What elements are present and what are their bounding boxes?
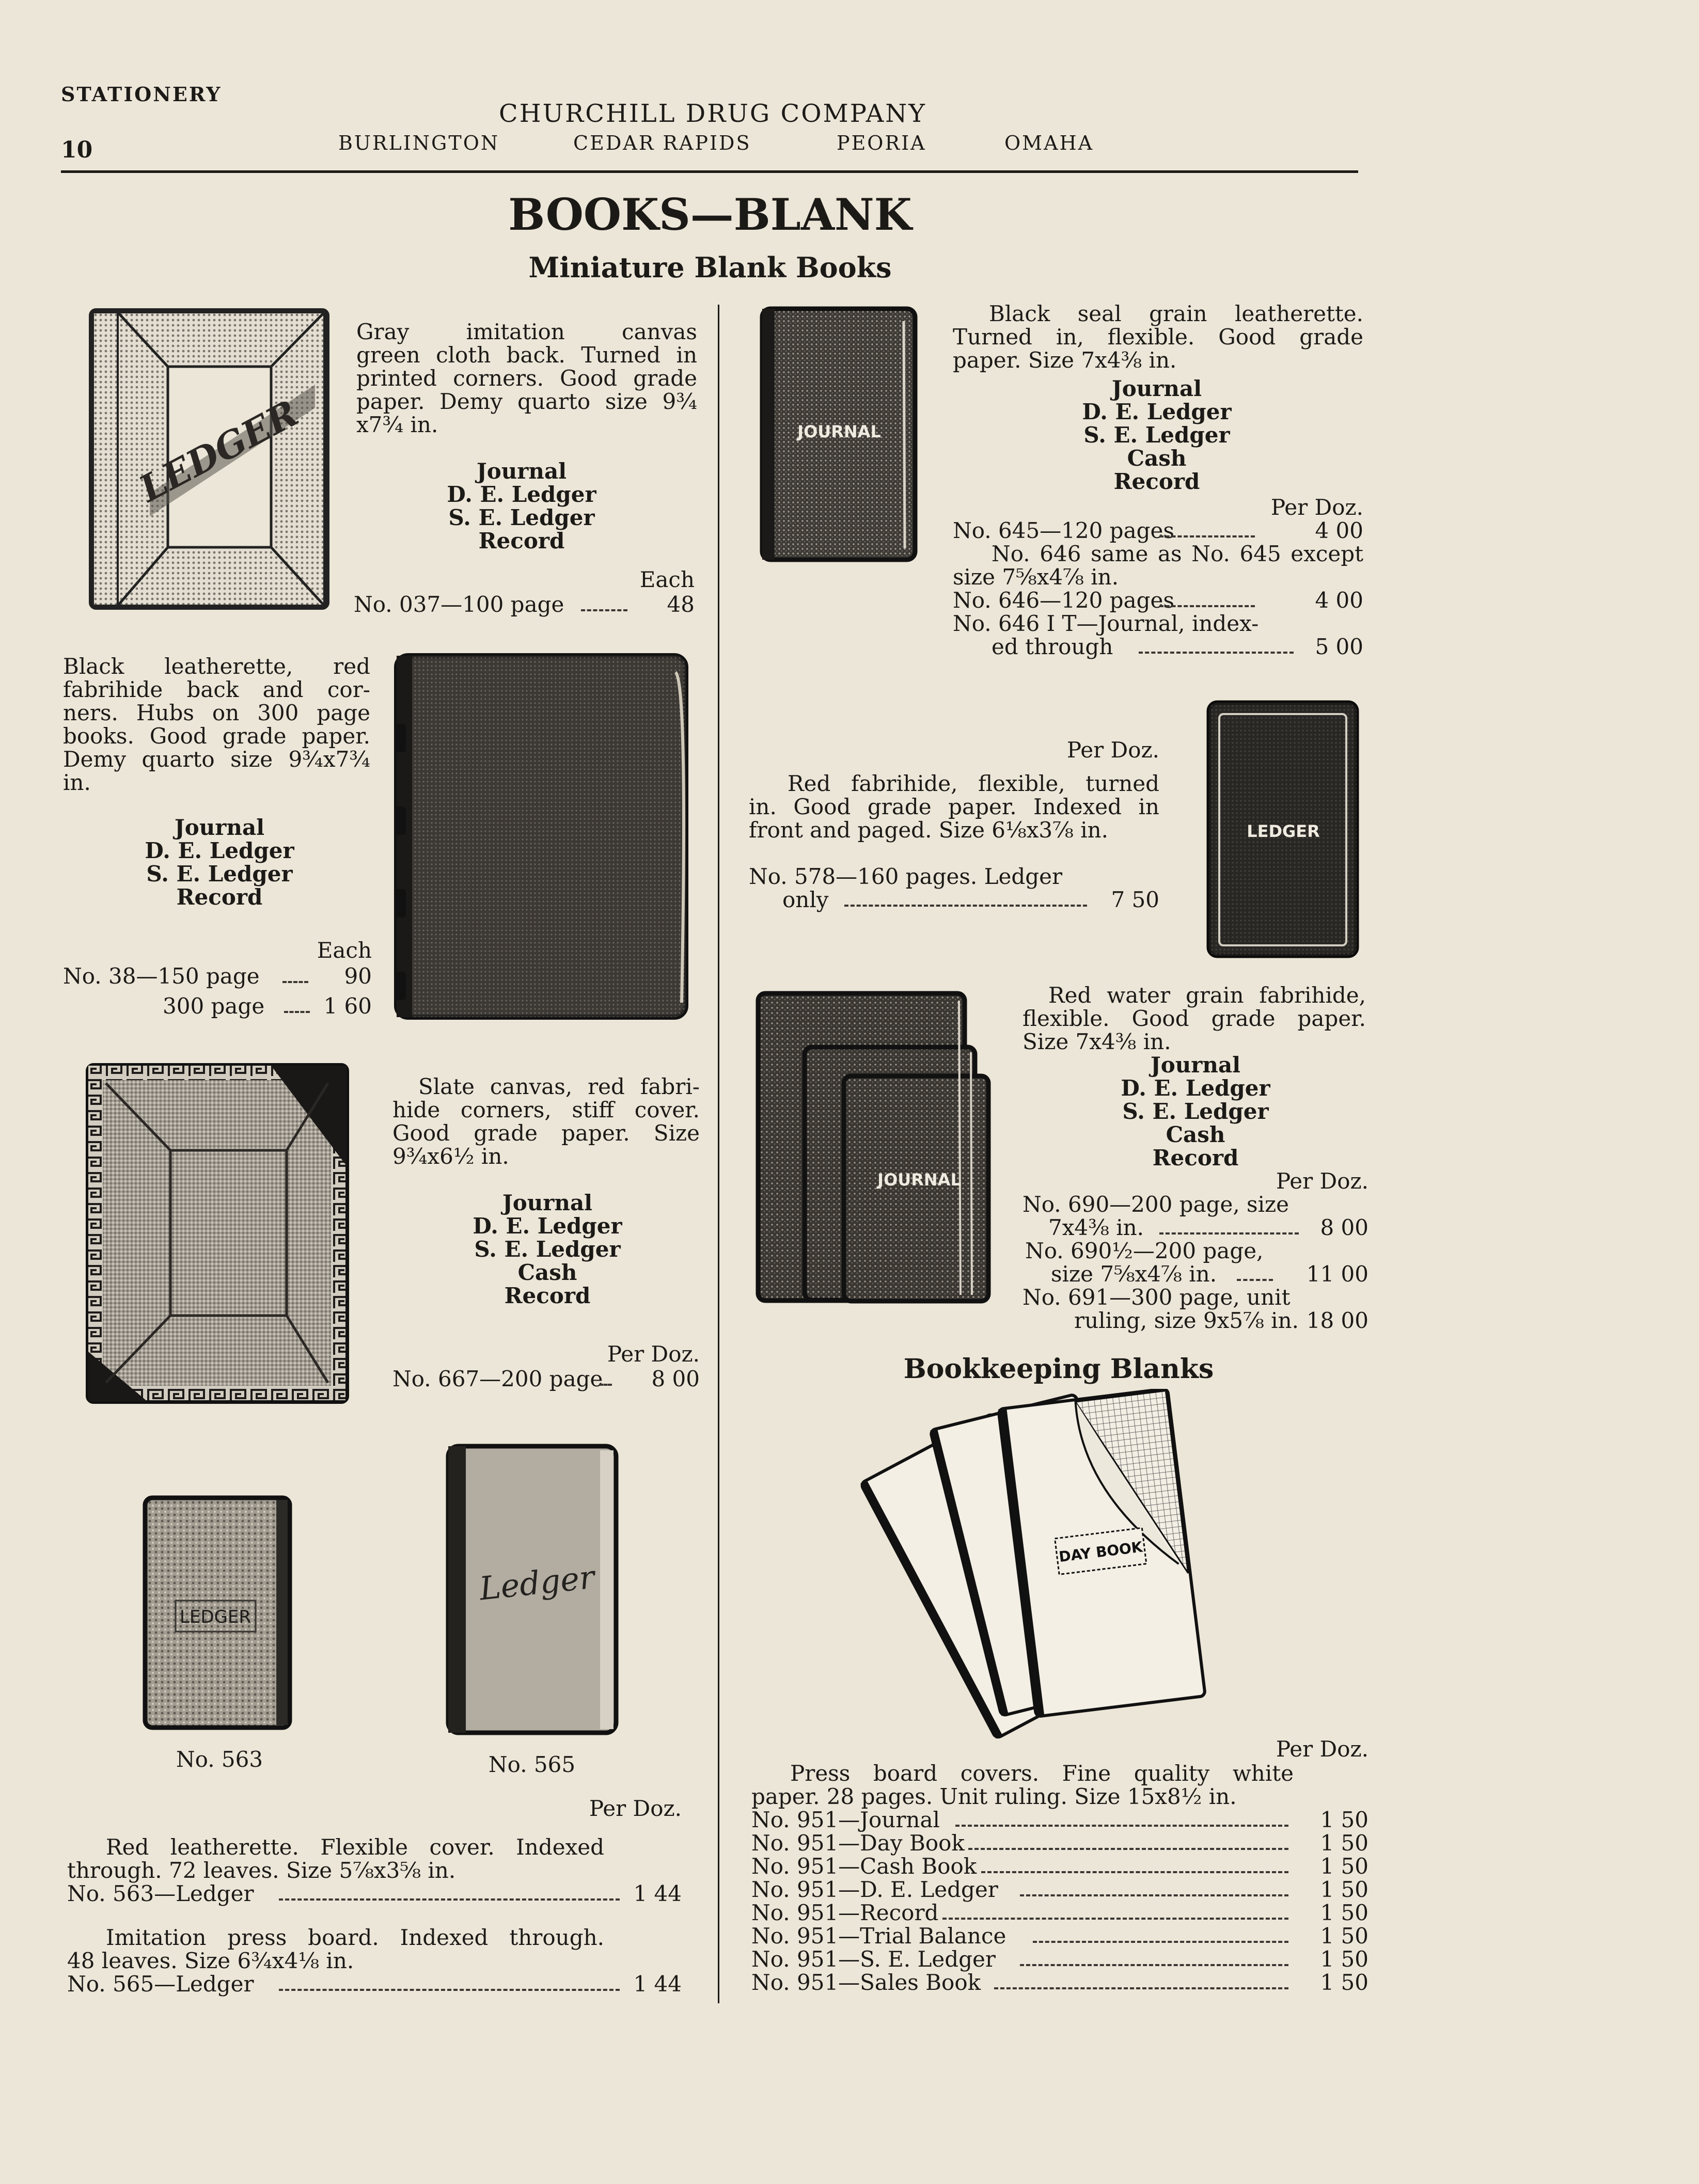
svg-text:LEDGER: LEDGER xyxy=(179,1607,251,1627)
bookkeeping-item-name: No. 951—Record xyxy=(751,1900,939,1925)
ledger-578-image xyxy=(1206,700,1361,960)
bookkeeping-price-row xyxy=(751,1878,1368,1901)
caption-563: No. 563 xyxy=(176,1747,263,1772)
bookkeeping-item-price: 1 50 xyxy=(1320,1807,1368,1832)
leader-dots xyxy=(981,1871,1288,1873)
page-number: 10 xyxy=(61,137,93,163)
bookkeeping-item-name: No. 951—Sales Book xyxy=(751,1970,981,1995)
item-646-note-size: size 7⅝x4⅞ in. xyxy=(953,564,1119,590)
ledger-667-image xyxy=(85,1063,351,1406)
item-646it-line: No. 646 I T—Journal, index- xyxy=(953,611,1259,636)
city-omaha: OMAHA xyxy=(1004,132,1094,154)
item-6905-price-line: size 7⅝x4⅞ in. 11 00 xyxy=(1051,1261,1368,1287)
city-peoria: PEORIA xyxy=(837,132,926,154)
item-645-unit: Per Doz. xyxy=(1270,495,1363,520)
leader-dots xyxy=(955,1825,1288,1827)
section-label: STATIONERY xyxy=(61,83,222,106)
svg-text:LEDGER: LEDGER xyxy=(1247,821,1320,841)
svg-text:Ledger: Ledger xyxy=(477,1558,596,1608)
leader-dots xyxy=(1020,1894,1288,1896)
ledger-037-image xyxy=(88,307,336,612)
item-690-price-line: 7x4⅜ in. 8 00 xyxy=(1048,1215,1368,1240)
bookkeeping-price-row xyxy=(751,1831,1368,1855)
item-578-line: No. 578—160 pages. Ledger xyxy=(749,864,1063,889)
header-rule xyxy=(61,170,1358,173)
bookkeeping-price-row xyxy=(751,1971,1368,1994)
bookkeeping-price-row xyxy=(751,1948,1368,1971)
bookkeeping-item-price: 1 50 xyxy=(1320,1946,1368,1972)
item-037-unit: Each xyxy=(639,567,695,592)
bookkeeping-item-price: 1 50 xyxy=(1320,1923,1368,1949)
item-38-price-line-150: No. 38—150 page 90 xyxy=(63,963,372,989)
ledger-38-image xyxy=(392,652,692,1023)
leader-dots xyxy=(1033,1941,1288,1943)
svg-text:DAY BOOK: DAY BOOK xyxy=(1058,1538,1144,1566)
item-646-price-line: No. 646—120 pages 4 00 xyxy=(953,588,1363,613)
item-6905-line: No. 690½—200 page, xyxy=(1025,1238,1264,1263)
item-691-line: No. 691—300 page, unit xyxy=(1022,1285,1291,1310)
item-38-unit: Each xyxy=(317,938,372,963)
item-690-unit: Per Doz. xyxy=(1276,1168,1368,1194)
item-646-note: No. 646 same as No. 645 except xyxy=(992,541,1363,566)
item-578-price-line: only 7 50 xyxy=(782,887,1159,912)
bookkeeping-item-name: No. 951—D. E. Ledger xyxy=(751,1877,998,1902)
leader-dots xyxy=(968,1848,1288,1850)
city-cedar-rapids: CEDAR RAPIDS xyxy=(573,132,751,154)
bookkeeping-price-row xyxy=(751,1901,1368,1924)
bookkeeping-price-row xyxy=(751,1924,1368,1948)
item-691-price-line: ruling, size 9x5⅞ in. 18 00 xyxy=(1074,1308,1368,1333)
item-667-price-line: No. 667—200 page 8 00 xyxy=(392,1366,700,1391)
company-name: CHURCHILL DRUG COMPANY xyxy=(499,99,926,128)
item-690-line: No. 690—200 page, size xyxy=(1022,1192,1289,1217)
bookkeeping-price-row xyxy=(751,1808,1368,1831)
item-037-price-line: No. 037—100 page 48 xyxy=(354,592,695,617)
svg-text:LEDGER: LEDGER xyxy=(132,391,305,511)
bookkeeping-unit: Per Doz. xyxy=(1276,1736,1368,1762)
bookkeeping-item-price: 1 50 xyxy=(1320,1877,1368,1902)
bookkeeping-item-name: No. 951—Journal xyxy=(751,1807,940,1832)
bookkeeping-item-name: No. 951—S. E. Ledger xyxy=(751,1946,996,1972)
bookkeeping-item-name: No. 951—Day Book xyxy=(751,1830,965,1856)
bookkeeping-blanks-image xyxy=(847,1389,1276,1740)
bookkeeping-item-price: 1 50 xyxy=(1320,1854,1368,1879)
svg-text:JOURNAL: JOURNAL xyxy=(877,1170,961,1190)
item-645-price-line: No. 645—120 pages 4 00 xyxy=(953,518,1363,543)
bookkeeping-price-row xyxy=(751,1855,1368,1878)
svg-text:JOURNAL: JOURNAL xyxy=(797,422,881,441)
leader-dots xyxy=(994,1987,1288,1989)
page-subtitle: Miniature Blank Books xyxy=(528,251,892,284)
item-565-price-line: No. 565—Ledger 1 44 xyxy=(67,1971,682,1997)
bookkeeping-item-price: 1 50 xyxy=(1320,1970,1368,1995)
item-646it-price-line: ed through 5 00 xyxy=(992,634,1363,659)
item-38-price-line-300: 300 page 1 60 xyxy=(163,993,372,1019)
journal-645-image xyxy=(759,306,919,564)
item-563-price-line: No. 563—Ledger 1 44 xyxy=(67,1881,682,1906)
ledger-565-image xyxy=(445,1443,621,1737)
item-667-unit: Per Doz. xyxy=(607,1341,700,1367)
journals-690-image xyxy=(755,990,993,1305)
page-title: BOOKS—BLANK xyxy=(508,189,912,240)
caption-565: No. 565 xyxy=(488,1752,576,1777)
bookkeeping-item-price: 1 50 xyxy=(1320,1830,1368,1856)
city-burlington: BURLINGTON xyxy=(338,132,500,154)
leader-dots xyxy=(942,1918,1288,1920)
leader-dots xyxy=(1020,1964,1288,1966)
bookkeeping-item-name: No. 951—Trial Balance xyxy=(751,1923,1006,1949)
bookkeeping-item-name: No. 951—Cash Book xyxy=(751,1854,977,1879)
ledger-563-image xyxy=(142,1495,294,1732)
bookkeeping-heading: Bookkeeping Blanks xyxy=(903,1353,1214,1385)
bookkeeping-item-price: 1 50 xyxy=(1320,1900,1368,1925)
column-divider xyxy=(718,305,719,2003)
item-578-unit: Per Doz. xyxy=(1066,737,1159,763)
item-563-565-unit: Per Doz. xyxy=(589,1796,682,1821)
